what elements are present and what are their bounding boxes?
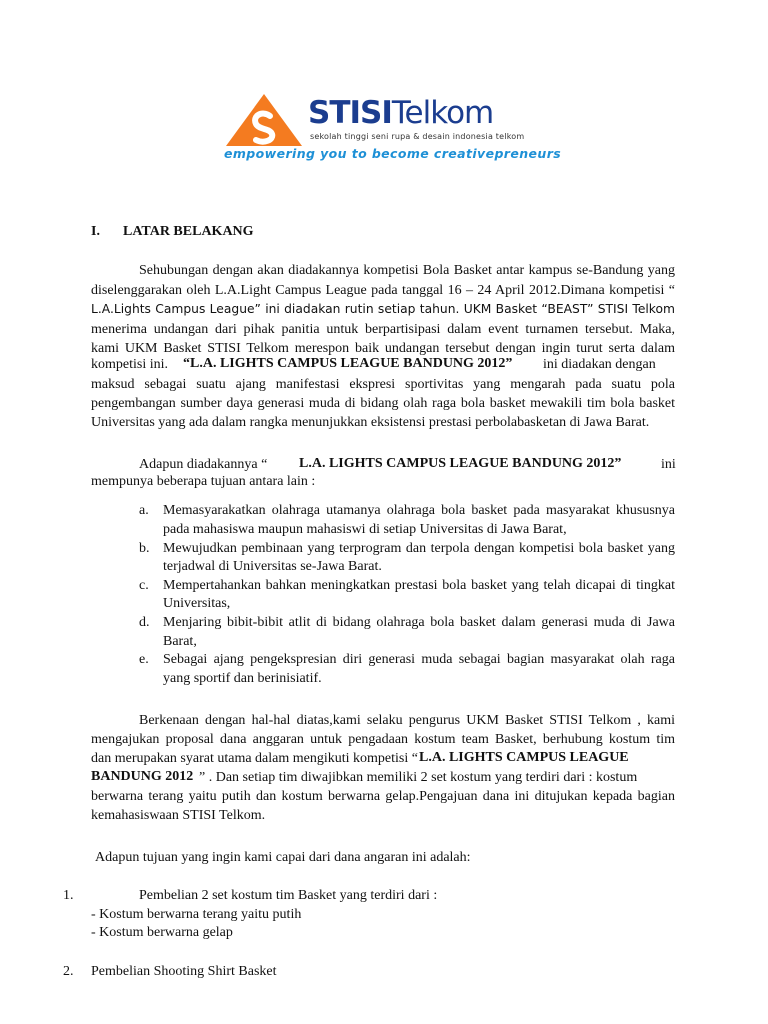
item-text: Pembelian Shooting Shirt Basket [91,964,277,979]
p1-line-4: menerima undangan dari pihak panitia untuk berpartisipasi dalam event turnamen tersebut. Maka, [91,322,675,337]
p2-line-1c: ini [661,457,676,472]
p1-line-6a: kompetisi ini. [91,357,168,372]
goal-marker: a. [139,503,149,518]
p3-line-2: mengajukan proposal dana anggaran untuk pengadaan kostum team Basket, berhubung kostum tim [91,732,675,747]
p1-line-1: Sehubungan dengan akan diadakannya kompetisi Bola Basket antar kampus se-Bandung yang [139,263,675,278]
p3-line-4a-bold-title: BANDUNG 2012 [91,769,194,784]
goal-line: Menjaring bibit-bibit atlit di bidang olahraga bola basket dalam generasi muda di Jawa [163,615,675,630]
p1-line-6b-bold-title: “L.A. LIGHTS CAMPUS LEAGUE BANDUNG 2012” [183,356,513,371]
p3-line-5: berwarna terang yaitu putih dan kostum berwarna gelap.Pengajuan dana ini ditujukan kepada bagian [91,789,675,804]
goal-marker: b. [139,541,150,556]
item-sub: - Kostum berwarna terang yaitu putih [91,907,302,922]
p2-line-1a: Adapun diadakannya “ [139,457,268,472]
p3-line-1: Berkenaan dengan hal-hal diatas,kami selaku pengurus UKM Basket STISI Telkom , kami [139,713,675,728]
goal-line: Memasyarakatkan olahraga utamanya olahraga bola basket pada masyarakat khususnya [163,503,675,518]
p1-line-2: diselenggarakan oleh L.A.Light Campus League pada tanggal 16 – 24 April 2012.Dimana kompetisi “ [91,283,675,298]
logo-wordmark [308,96,493,130]
logo-tagline: empowering you to become creativepreneurs [224,146,562,161]
goal-line: terjadwal di Universitas se-Jawa Barat. [163,559,382,574]
item-marker: 1. [63,888,74,903]
stisi-telkom-logo [224,92,562,164]
goal-line: Mempertahankan bahkan meningkatkan prestasi bola basket yang telah dicapai di tingkat [163,578,675,593]
p1-line-9: Universitas yang ada dalam rangka menunjukkan eksistensi prestasi perbolabasketan di Jawa Barat. [91,415,650,430]
goal-line: pada mahasiswa maupun mahasiswi di setiap Universitas di Jawa Barat, [163,522,567,537]
p3-line-4b: ” . Dan setiap tim diwajibkan memiliki 2 set kostum yang terdiri dari : kostum [199,770,638,785]
p2-line-2: mempunya beberapa tujuan antara lain : [91,474,316,489]
section-number: I. [91,224,100,239]
goal-marker: c. [139,578,149,593]
goal-line: Mewujudkan pembinaan yang terprogram dan terpola dengan kompetisi bola basket yang [163,541,675,556]
p3-line-3a: dan merupakan syarat utama dalam mengikuti kompetisi “ [91,751,418,766]
goal-line: Barat, [163,634,197,649]
p3-line-3b-bold-title: L.A. LIGHTS CAMPUS LEAGUE [419,750,629,765]
goal-line: Sebagai ajang pengekspresian diri generasi muda sebagai bagian masyarakat olah raga [163,652,675,667]
p3-line-6: kemahasiswaan STISI Telkom. [91,808,266,823]
logo-name-telkom: Telkom [391,95,494,131]
p2-line-1b-bold-title: L.A. LIGHTS CAMPUS LEAGUE BANDUNG 2012” [299,456,622,471]
p4-text: Adapun tujuan yang ingin kami capai dari dana angaran ini adalah: [95,850,471,865]
item-sub: - Kostum berwarna gelap [91,925,233,940]
logo-triangle-icon [224,92,304,148]
goal-line: yang sportif dan berinisiatif. [163,671,322,686]
logo-subtitle: sekolah tinggi seni rupa & desain indonesia telkom [310,132,525,141]
p1-line-7: maksud sebagai suatu ajang manifestasi ekspresi sportivitas yang mengarah pada suatu pola [91,377,675,392]
p1-line-3: L.A.Lights Campus League” ini diadakan rutin setiap tahun. UKM Basket “BEAST” STISI Telkom [91,302,675,316]
section-title: LATAR BELAKANG [123,224,254,239]
goal-line: Universitas, [163,596,231,611]
item-text: Pembelian 2 set kostum tim Basket yang terdiri dari : [139,888,438,903]
p1-line-6c: ini diadakan dengan [543,357,656,372]
item-marker: 2. [63,964,74,979]
goal-marker: e. [139,652,149,667]
logo-name-stisi: STISI [308,95,392,131]
p1-line-8: pengembangan sumber daya generasi muda di bidang olah raga bola basket mewakili tim bola basket [91,396,675,411]
goal-marker: d. [139,615,150,630]
p1-line-5: kami UKM Basket STISI Telkom merespon baik undangan tersebut dengan ingin turut serta dalam [91,341,675,356]
